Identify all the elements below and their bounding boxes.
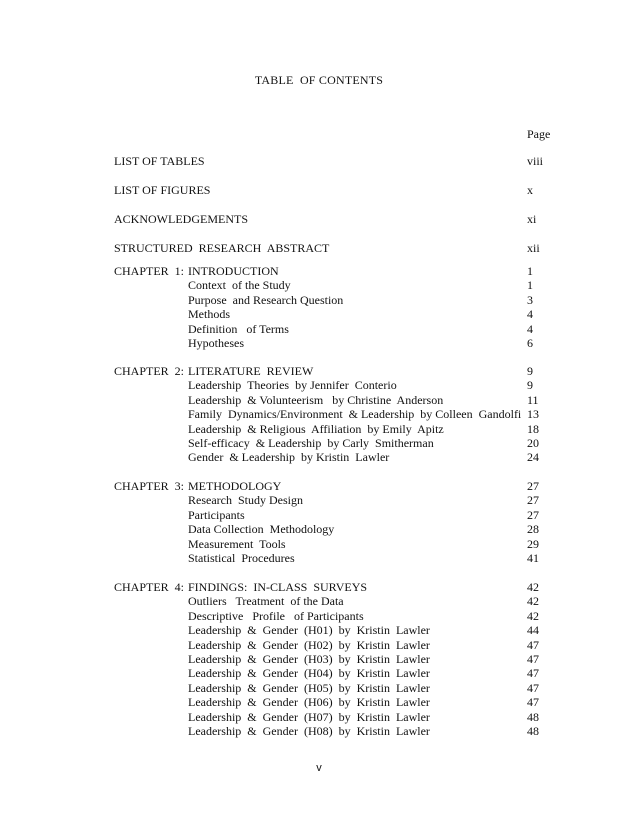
toc-page-number: 13 [527,407,539,422]
toc-section-row [0,378,638,393]
toc-section-title: Data Collection Methodology [188,522,335,537]
toc-section-title: Research Study Design [188,493,303,508]
toc-section-title: Context of the Study [188,278,291,293]
toc-section-title: Leadership & Volunteerism by Christine Anderson [188,392,444,407]
toc-section-row [0,393,638,408]
toc-section-row [0,695,638,710]
toc-page-number: 47 [527,637,539,652]
toc-section-title: Leadership & Gender (H03) by Kristin Lawler [188,652,430,666]
toc-page-number: 9 [527,364,533,378]
toc-section-row [0,508,638,523]
toc-section-title: Leadership & Gender (H07) by Kristin Lawler [188,709,430,724]
toc-section-title: Leadership & Gender (H02) by Kristin Lawler [188,637,430,652]
toc-page-number: x [527,183,533,197]
toc-section-title: Leadership & Religious Affiliation by Emily Apitz [188,421,444,436]
toc-section-row [0,609,638,624]
toc-chapter-label: CHAPTER 1: [114,264,185,278]
toc-section-title: Definition of Terms [188,321,289,336]
toc-page-number: 47 [527,695,539,710]
toc-front-matter-row [0,241,638,256]
toc-section-title: Gender & Leadership by Kristin Lawler [188,450,390,465]
toc-chapter-label: CHAPTER 3: [114,479,185,493]
toc-page-number: 27 [527,507,539,522]
toc-page-number: 11 [527,392,539,407]
toc-page-number: 47 [527,680,539,695]
toc-chapter-label: CHAPTER 4: [114,580,185,594]
toc-chapter-row [0,364,638,379]
toc-section-title: Outliers Treatment of the Data [188,594,344,609]
toc-section-row [0,278,638,293]
toc-section-title: Measurement Tools [188,536,286,551]
toc-section-row [0,652,638,667]
toc-chapter-row [0,264,638,279]
page-column-header: Page [527,127,551,141]
toc-page-number: 4 [527,307,533,322]
toc-page-number: 29 [527,536,539,551]
toc-section-title: Leadership & Gender (H01) by Kristin Lawler [188,623,430,638]
toc-section-row [0,422,638,437]
toc-page-number: 42 [527,608,539,623]
toc-section-title: Leadership & Gender (H05) by Kristin Lawler [188,680,430,695]
toc-section-row [0,407,638,422]
toc-chapter-row [0,479,638,494]
toc-page-number: 27 [527,479,539,493]
toc-section-row [0,638,638,653]
toc-page-number: 27 [527,493,539,508]
toc-page-number: xii [527,241,540,255]
toc-page-number: 44 [527,623,539,638]
toc-page-number: 20 [527,436,539,450]
toc-section-row [0,681,638,696]
toc-section-title: Leadership & Gender (H06) by Kristin Lawler [188,695,430,710]
toc-section-row [0,336,638,351]
toc-section-title: Descriptive Profile of Participants [188,608,364,623]
toc-section-row [0,710,638,725]
toc-page-number: xi [527,212,537,226]
toc-section-title: Leadership & Gender (H08) by Kristin Lawler [188,724,430,738]
toc-page-number: 9 [527,378,533,393]
toc-chapter-title: INTRODUCTION [188,264,279,278]
toc-section-row [0,493,638,508]
toc-page-number: 6 [527,336,533,350]
toc-page-number: viii [527,154,544,168]
toc-section-title: Purpose and Research Question [188,292,344,307]
toc-section-row [0,522,638,537]
toc-chapter-title: METHODOLOGY [188,479,282,493]
toc-section-title: Methods [188,307,230,322]
toc-section-row [0,623,638,638]
toc-front-matter-row [0,154,638,169]
toc-page-number: 28 [527,522,539,537]
toc-section-row [0,293,638,308]
toc-title: TABLE OF CONTENTS [254,73,384,87]
toc-section-title: Family Dynamics/Environment & Leadership by Colleen Gandolfi [188,407,522,422]
toc-page-number: 3 [527,292,533,307]
toc-section-title: Self-efficacy & Leadership by Carly Smitherman [188,436,434,450]
toc-page-number: 24 [527,450,539,465]
toc-section-title: Statistical Procedures [188,551,295,565]
toc-page-number: 41 [527,551,539,565]
toc-entry-label: ACKNOWLEDGEMENTS [114,212,248,226]
toc-section-row [0,537,638,552]
toc-page-number: 47 [527,652,539,666]
toc-page-number: 48 [527,724,539,738]
toc-section-title: Hypotheses [188,336,244,350]
toc-page-number: 18 [527,421,539,436]
toc-chapter-title: LITERATURE REVIEW [188,364,314,378]
footer-page-number: v [316,762,322,774]
toc-section-title: Leadership & Gender (H04) by Kristin Lawler [188,666,430,681]
toc-section-row [0,322,638,337]
toc-page-number: 48 [527,709,539,724]
toc-page-number: 42 [527,594,539,609]
toc-section-row [0,594,638,609]
toc-chapter-label: CHAPTER 2: [114,364,185,378]
toc-entry-label: LIST OF TABLES [114,154,205,168]
toc-chapter-title: FINDINGS: IN-CLASS SURVEYS [188,580,368,594]
toc-page-number: 42 [527,580,539,594]
toc-section-row [0,551,638,566]
toc-section-title: Participants [188,507,245,522]
toc-page-number: 47 [527,666,539,681]
toc-section-title: Leadership Theories by Jennifer Conterio [188,378,397,393]
toc-section-row [0,307,638,322]
toc-front-matter-row [0,212,638,227]
toc-section-row [0,666,638,681]
toc-front-matter-row [0,183,638,198]
toc-section-row [0,450,638,465]
toc-page-number: 1 [527,278,533,293]
toc-page-number: 4 [527,321,533,336]
toc-entry-label: STRUCTURED RESEARCH ABSTRACT [114,241,330,255]
toc-entry-label: LIST OF FIGURES [114,183,211,197]
toc-page-number: 1 [527,264,533,278]
toc-section-row [0,436,638,451]
toc-chapter-row [0,580,638,595]
toc-section-row [0,724,638,739]
